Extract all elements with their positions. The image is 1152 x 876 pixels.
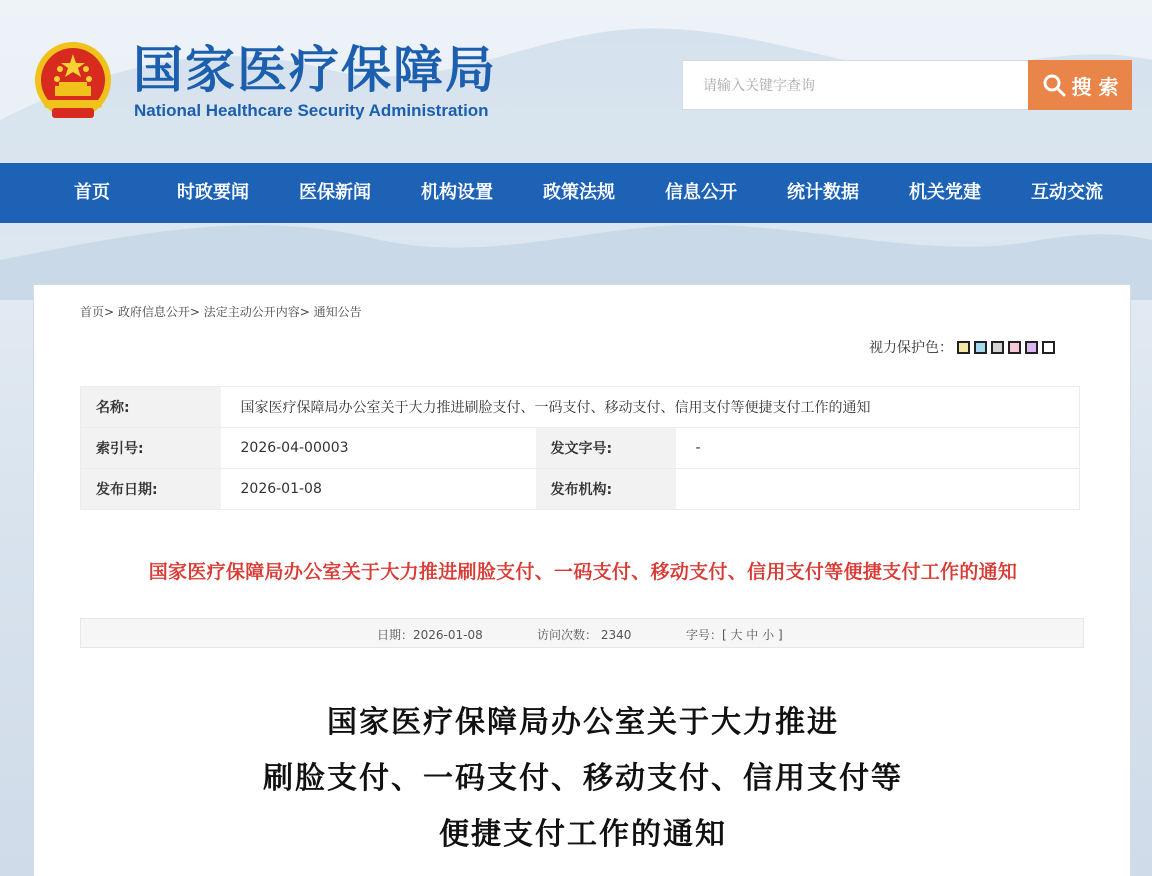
swatch-pink[interactable] — [1008, 341, 1021, 354]
search-box — [682, 60, 1029, 110]
meta-row-name — [81, 387, 1080, 428]
index-value: 2026-04-00003 — [221, 428, 536, 469]
nav-item-statistics[interactable]: 统计数据 — [787, 182, 859, 203]
doc-number-label: 发文字号: — [536, 428, 676, 469]
search-input[interactable] — [683, 61, 1029, 109]
document-title-line-3: 便捷支付工作的通知 — [439, 817, 727, 852]
eye-care-label: 视力保护色： — [869, 340, 953, 356]
meta-row-date — [81, 469, 1080, 510]
breadcrumb-gov-info[interactable]: 政府信息公开> — [117, 305, 200, 319]
article-headline: 国家医疗保障局办公室关于大力推进刷脸支付、一码支付、移动支付、信用支付等便捷支付工作的通知 — [148, 561, 1018, 583]
swatch-blue[interactable] — [974, 341, 987, 354]
publish-date-label: 发布日期: — [81, 469, 221, 510]
eye-care-color-picker — [869, 337, 1055, 357]
doc-number-value: - — [676, 428, 1080, 469]
publisher-label: 发布机构: — [536, 469, 676, 510]
search-icon — [1042, 73, 1066, 97]
breadcrumb-disclosure[interactable]: 法定主动公开内容> — [203, 305, 310, 319]
visit-count: 访问次数： 2340 — [537, 628, 632, 642]
main-nav — [0, 163, 1152, 223]
breadcrumb-notices[interactable]: 通知公告 — [313, 305, 362, 319]
swatch-white[interactable] — [1042, 341, 1055, 354]
national-emblem-icon — [30, 38, 116, 126]
publisher-value — [676, 469, 1080, 510]
nav-item-healthcare-news[interactable]: 医保新闻 — [299, 182, 371, 203]
document-title-line-1: 国家医疗保障局办公室关于大力推进 — [327, 705, 839, 740]
search-button[interactable] — [1028, 60, 1132, 110]
document-metadata-table — [80, 386, 1080, 510]
nav-item-policies[interactable]: 政策法规 — [543, 182, 615, 203]
swatch-purple[interactable] — [1025, 341, 1038, 354]
nav-item-interaction[interactable]: 互动交流 — [1031, 182, 1103, 203]
nav-item-home[interactable]: 首页 — [74, 182, 110, 203]
meta-row-index — [81, 428, 1080, 469]
nav-item-info-disclosure[interactable]: 信息公开 — [665, 182, 737, 203]
content-panel — [33, 284, 1131, 876]
swatch-yellow[interactable] — [957, 341, 970, 354]
name-value: 国家医疗保障局办公室关于大力推进刷脸支付、一码支付、移动支付、信用支付等便捷支付工作的通知 — [221, 387, 1080, 428]
nav-item-current-affairs[interactable]: 时政要闻 — [177, 182, 249, 203]
nav-item-party-building[interactable]: 机关党建 — [909, 182, 981, 203]
breadcrumb — [80, 303, 362, 320]
site-subtitle: National Healthcare Security Administration — [134, 101, 489, 120]
font-size-selector[interactable]: 字号：[ 大 中 小 ] — [686, 628, 783, 642]
article-date: 日期：2026-01-08 — [377, 628, 483, 642]
name-label: 名称: — [81, 387, 221, 428]
breadcrumb-home[interactable]: 首页> — [80, 305, 115, 319]
site-header — [0, 0, 1152, 163]
index-label: 索引号: — [81, 428, 221, 469]
article-info-bar — [80, 618, 1084, 648]
document-title-line-2: 刷脸支付、一码支付、移动支付、信用支付等 — [263, 761, 903, 796]
search-button-label: 搜 索 — [1071, 74, 1119, 99]
swatch-gray[interactable] — [991, 341, 1004, 354]
site-title: 国家医疗保障局 — [133, 40, 497, 99]
nav-item-organization[interactable]: 机构设置 — [421, 182, 493, 203]
publish-date-value: 2026-01-08 — [221, 469, 536, 510]
